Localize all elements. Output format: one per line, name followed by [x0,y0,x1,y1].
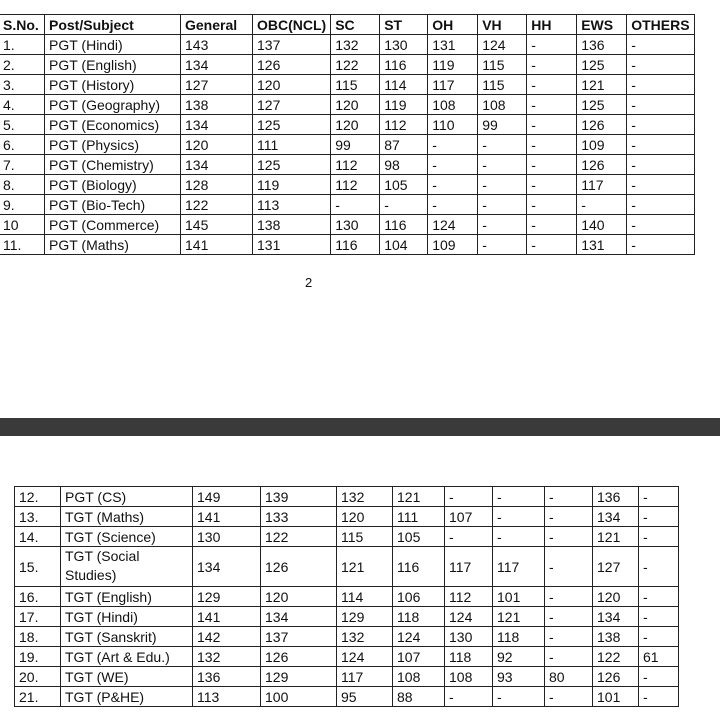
table-row [0,215,694,235]
score-cell: 121 [577,75,627,95]
post-cell: TGT (Sanskrit) [61,627,193,647]
score-cell: 137 [261,627,337,647]
score-cell: 109 [577,135,627,155]
score-cell: 129 [337,607,393,627]
score-cell: - [627,115,694,135]
score-cell: 125 [577,55,627,75]
score-cell: 107 [445,507,493,527]
score-cell: 122 [181,195,253,215]
score-cell: 105 [380,175,428,195]
serial-cell: 8. [0,175,45,195]
post-cell: PGT (Physics) [45,135,181,155]
table-row [0,195,694,215]
score-cell: 119 [428,55,478,75]
post-cell: PGT (Bio-Tech) [45,195,181,215]
post-cell: PGT (Maths) [45,235,181,255]
score-cell: 134 [261,607,337,627]
score-cell: 121 [593,527,639,547]
score-cell: 113 [253,195,331,215]
post-cell: PGT (History) [45,75,181,95]
score-cell: 115 [478,55,527,75]
score-cell: - [493,487,545,507]
score-cell: 120 [181,135,253,155]
score-cell: - [545,647,593,667]
post-cell: PGT (Chemistry) [45,155,181,175]
table-row [0,55,694,75]
score-cell: 117 [428,75,478,95]
score-cell: 136 [193,667,261,687]
score-cell: 132 [337,487,393,507]
score-cell: 111 [393,507,445,527]
column-header: OTHERS [627,15,694,35]
score-cell: 116 [380,215,428,235]
score-cell: 132 [331,35,380,55]
document-page-bottom [0,436,720,717]
serial-cell: 15. [15,547,61,587]
score-cell: 132 [337,627,393,647]
score-cell: 126 [593,667,639,687]
score-cell: 126 [261,547,337,587]
post-cell: PGT (Geography) [45,95,181,115]
serial-cell: 12. [15,487,61,507]
score-cell: 104 [380,235,428,255]
column-header: SC [331,15,380,35]
serial-cell: 4. [0,95,45,115]
score-cell: - [527,195,577,215]
score-cell: - [380,195,428,215]
score-cell: 134 [181,55,253,75]
score-cell: 131 [577,235,627,255]
post-cell: TGT (Social Studies) [61,547,193,587]
score-cell: 141 [193,507,261,527]
score-cell: 125 [577,95,627,115]
score-cell: - [527,35,577,55]
score-cell: 118 [393,607,445,627]
score-cell: 101 [593,687,639,707]
post-cell: TGT (WE) [61,667,193,687]
score-cell: - [428,135,478,155]
score-cell: 134 [593,507,639,527]
score-cell: - [639,627,679,647]
score-cell: 112 [445,587,493,607]
score-cell: 130 [193,527,261,547]
score-cell: 134 [593,607,639,627]
score-cell: 121 [493,607,545,627]
column-header: S.No. [0,15,45,35]
score-cell: - [478,215,527,235]
serial-cell: 1. [0,35,45,55]
score-cell: 141 [193,607,261,627]
score-cell: - [527,75,577,95]
score-cell: 116 [393,547,445,587]
serial-cell: 21. [15,687,61,707]
score-cell: - [627,75,694,95]
score-cell: 137 [253,35,331,55]
score-cell: 80 [545,667,593,687]
score-cell: - [639,487,679,507]
score-cell: 112 [331,155,380,175]
score-cell: 138 [253,215,331,235]
score-cell: 93 [493,667,545,687]
score-cell: 130 [380,35,428,55]
serial-cell: 13. [15,507,61,527]
serial-cell: 18. [15,627,61,647]
score-cell: 120 [331,95,380,115]
score-cell: 142 [193,627,261,647]
score-cell: - [545,587,593,607]
post-cell: TGT (P&HE) [61,687,193,707]
score-cell: 126 [253,55,331,75]
cutoff-table-top [0,14,695,255]
table-row [0,35,694,55]
score-cell: 117 [337,667,393,687]
score-cell: - [478,135,527,155]
score-cell: - [445,487,493,507]
score-cell: - [527,95,577,115]
table-row [0,95,694,115]
score-cell: - [627,135,694,155]
score-cell: 139 [261,487,337,507]
score-cell: - [627,55,694,75]
table-row [15,547,679,587]
score-cell: 126 [577,115,627,135]
score-cell: 61 [639,647,679,667]
score-cell: 99 [331,135,380,155]
score-cell: 115 [478,75,527,95]
score-cell: 99 [478,115,527,135]
serial-cell: 20. [15,667,61,687]
score-cell: - [627,235,694,255]
score-cell: 129 [193,587,261,607]
score-cell: - [627,155,694,175]
score-cell: 116 [380,55,428,75]
table-row [15,627,679,647]
cutoff-table-bottom [14,486,679,707]
score-cell: - [527,215,577,235]
score-cell: - [545,627,593,647]
serial-cell: 6. [0,135,45,155]
score-cell: - [493,687,545,707]
score-cell: 112 [331,175,380,195]
score-cell: - [545,487,593,507]
score-cell: 117 [577,175,627,195]
score-cell: 130 [331,215,380,235]
score-cell: 108 [393,667,445,687]
score-cell: 120 [337,507,393,527]
score-cell: - [639,507,679,527]
score-cell: 121 [337,547,393,587]
page-separator [0,418,720,436]
score-cell: 125 [253,155,331,175]
score-cell: 120 [331,115,380,135]
score-cell: - [428,155,478,175]
post-cell: PGT (Economics) [45,115,181,135]
serial-cell: 10 [0,215,45,235]
score-cell: 136 [593,487,639,507]
score-cell: 88 [393,687,445,707]
serial-cell: 16. [15,587,61,607]
score-cell: - [527,235,577,255]
serial-cell: 17. [15,607,61,627]
score-cell: - [545,527,593,547]
score-cell: 132 [193,647,261,667]
table-row [0,75,694,95]
serial-cell: 19. [15,647,61,667]
serial-cell: 3. [0,75,45,95]
score-cell: 128 [181,175,253,195]
score-cell: - [627,195,694,215]
score-cell: 122 [261,527,337,547]
column-header: HH [527,15,577,35]
score-cell: 124 [478,35,527,55]
score-cell: - [527,175,577,195]
score-cell: 141 [181,235,253,255]
score-cell: 115 [337,527,393,547]
table-row [15,507,679,527]
score-cell: 127 [181,75,253,95]
score-cell: 92 [493,647,545,667]
table-row [15,607,679,627]
score-cell: 124 [393,627,445,647]
table-row [15,667,679,687]
score-cell: 126 [577,155,627,175]
score-cell: 134 [193,547,261,587]
score-cell: 100 [261,687,337,707]
score-cell: - [627,215,694,235]
score-cell: - [527,115,577,135]
score-cell: 138 [181,95,253,115]
page-number: 2 [305,275,313,290]
score-cell: - [627,35,694,55]
score-cell: 108 [428,95,478,115]
post-cell: PGT (Commerce) [45,215,181,235]
score-cell: 121 [393,487,445,507]
score-cell: - [493,507,545,527]
score-cell: 119 [253,175,331,195]
score-cell: - [445,527,493,547]
score-cell: 110 [428,115,478,135]
score-cell: 98 [380,155,428,175]
score-cell: 122 [593,647,639,667]
score-cell: - [627,95,694,115]
score-cell: 131 [253,235,331,255]
score-cell: 119 [380,95,428,115]
score-cell: - [545,547,593,587]
score-cell: 109 [428,235,478,255]
score-cell: - [478,235,527,255]
score-cell: 125 [253,115,331,135]
score-cell: 120 [593,587,639,607]
score-cell: 145 [181,215,253,235]
table-row [0,135,694,155]
score-cell: - [639,607,679,627]
score-cell: 116 [331,235,380,255]
score-cell: - [545,687,593,707]
post-cell: TGT (Art & Edu.) [61,647,193,667]
score-cell: - [577,195,627,215]
score-cell: 120 [261,587,337,607]
score-cell: 122 [331,55,380,75]
score-cell: - [639,527,679,547]
post-cell: PGT (English) [45,55,181,75]
score-cell: 114 [380,75,428,95]
score-cell: - [478,155,527,175]
score-cell: - [527,155,577,175]
table-row [0,115,694,135]
post-cell: TGT (Hindi) [61,607,193,627]
column-header: General [181,15,253,35]
score-cell: 101 [493,587,545,607]
score-cell: - [527,55,577,75]
score-cell: 129 [261,667,337,687]
serial-cell: 2. [0,55,45,75]
score-cell: 117 [445,547,493,587]
score-cell: - [639,687,679,707]
score-cell: 120 [253,75,331,95]
score-cell: 124 [428,215,478,235]
score-cell: 106 [393,587,445,607]
score-cell: 108 [478,95,527,115]
score-cell: 126 [261,647,337,667]
score-cell: - [478,195,527,215]
serial-cell: 9. [0,195,45,215]
score-cell: 114 [337,587,393,607]
table-row [0,235,694,255]
column-header: ST [380,15,428,35]
score-cell: - [545,507,593,527]
score-cell: 134 [181,115,253,135]
column-header: Post/Subject [45,15,181,35]
score-cell: 140 [577,215,627,235]
post-cell: TGT (English) [61,587,193,607]
column-header: EWS [577,15,627,35]
score-cell: 138 [593,627,639,647]
score-cell: - [331,195,380,215]
post-cell: PGT (Hindi) [45,35,181,55]
post-cell: PGT (Biology) [45,175,181,195]
score-cell: 124 [445,607,493,627]
serial-cell: 7. [0,155,45,175]
score-cell: 149 [193,487,261,507]
score-cell: 117 [493,547,545,587]
score-cell: 107 [393,647,445,667]
score-cell: 136 [577,35,627,55]
serial-cell: 14. [15,527,61,547]
score-cell: 118 [493,627,545,647]
score-cell: 124 [337,647,393,667]
score-cell: 133 [261,507,337,527]
score-cell: - [428,195,478,215]
serial-cell: 5. [0,115,45,135]
score-cell: - [545,607,593,627]
serial-cell: 11. [0,235,45,255]
score-cell: 108 [445,667,493,687]
score-cell: 113 [193,687,261,707]
score-cell: - [639,667,679,687]
table-row [15,647,679,667]
table-row [15,587,679,607]
table-row [15,687,679,707]
score-cell: 118 [445,647,493,667]
column-header: OBC(NCL) [253,15,331,35]
post-cell: TGT (Maths) [61,507,193,527]
column-header: VH [478,15,527,35]
score-cell: 95 [337,687,393,707]
score-cell: 134 [181,155,253,175]
score-cell: 130 [445,627,493,647]
score-cell: 143 [181,35,253,55]
score-cell: - [527,135,577,155]
score-cell: 131 [428,35,478,55]
table-row [0,155,694,175]
table-row [0,175,694,195]
table-row [15,487,679,507]
score-cell: - [639,587,679,607]
score-cell: 127 [593,547,639,587]
score-cell: 87 [380,135,428,155]
score-cell: 111 [253,135,331,155]
score-cell: - [428,175,478,195]
score-cell: 127 [253,95,331,115]
score-cell: - [639,547,679,587]
score-cell: 115 [331,75,380,95]
score-cell: - [627,175,694,195]
score-cell: - [478,175,527,195]
column-header: OH [428,15,478,35]
post-cell: PGT (CS) [61,487,193,507]
score-cell: 105 [393,527,445,547]
table-header-row [0,15,694,35]
score-cell: 112 [380,115,428,135]
table-row [15,527,679,547]
score-cell: - [445,687,493,707]
post-cell: TGT (Science) [61,527,193,547]
score-cell: - [493,527,545,547]
